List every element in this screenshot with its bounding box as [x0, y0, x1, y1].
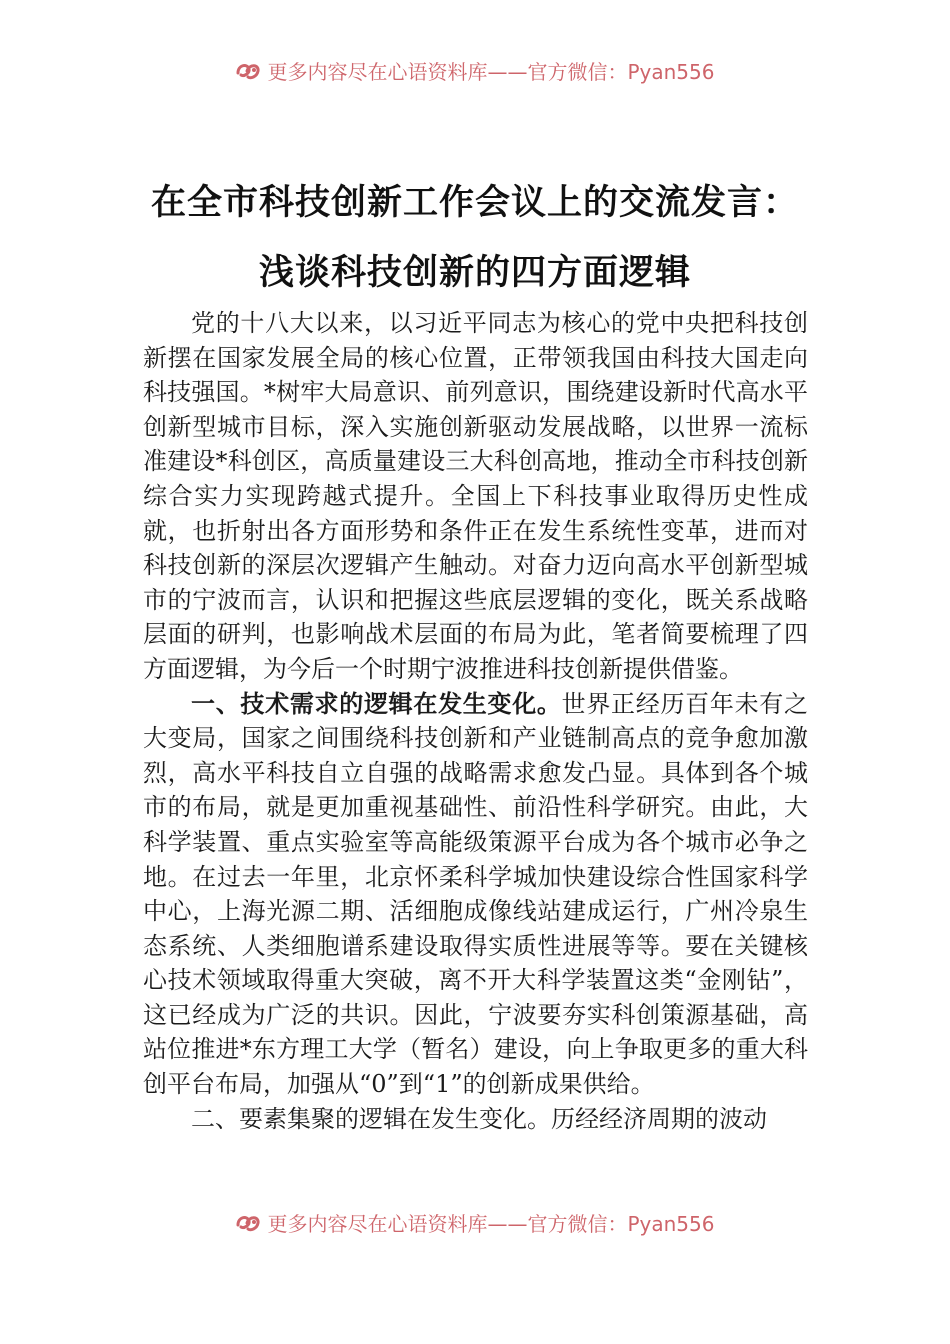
paragraph-text: 党的十八大以来，以习近平同志为核心的党中央把科技创新摆在国家发展全局的核心位置，正带领我国由科技大国走向科技强国。*树牢大局意识、前列意识，围绕建设新时代高水平创新型城市目标，深入实施创新驱动发展战略，以世界一流标准建设*科创区，高质量建设三大科创高地，推动全市科技创新综合实力实现跨越式提升。全国上下科技事业取得历史性成就，也折射出各方面形势和条件正在发生系统性变革，进而对科技创新的深层次逻辑产生触动。对奋力迈向高水平创新型城市的宁波而言，认识和把握这些底层逻辑的变化，既关系战略层面的研判，也影响战术层面的布局为此，笔者简要梳理了四方面逻辑，为今后一个时期宁波推进科技创新提供借鉴。	[143, 309, 808, 683]
document-body	[143, 306, 808, 1136]
paragraph	[143, 306, 808, 687]
brand-logo-icon	[235, 59, 261, 81]
paragraph-text: 世界正经历百年未有之大变局，国家之间围绕科技创新和产业链制高点的竞争愈加激烈，高水平科技自立自强的战略需求愈发凸显。具体到各个城市的布局，就是更加重视基础性、前沿性科学研究。由此，大科学装置、重点实验室等高能级策源平台成为各个城市必争之地。在过去一年里，北京怀柔科学城加快建设综合性国家科学中心，上海光源二期、活细胞成像线站建成运行，广州冷泉生态系统、人类细胞谱系建设取得实质性进展等等。要在关键核心技术领域取得重大突破，离不开大科学装置这类“金刚钻”，这已经成为广泛的共识。因此，宁波要夯实科创策源基础，高站位推进*东方理工大学（暂名）建设，向上争取更多的重大科创平台布局，加强从“0”到“1”的创新成果供给。	[143, 689, 808, 1099]
watermark-text: 更多内容尽在心语资料库——官方微信：Pyan556	[267, 1211, 715, 1236]
watermark-bottom	[0, 1206, 950, 1238]
section-heading: 一、技术需求的逻辑在发生变化。	[191, 688, 562, 718]
watermark-top	[0, 54, 950, 86]
paragraph	[143, 1102, 808, 1137]
brand-logo-icon	[235, 1211, 261, 1233]
watermark-text: 更多内容尽在心语资料库——官方微信：Pyan556	[267, 59, 715, 84]
paragraph-text: 二、要素集聚的逻辑在发生变化。历经经济周期的波动	[191, 1104, 767, 1133]
document-title-line1: 在全市科技创新工作会议上的交流发言：	[150, 182, 799, 223]
paragraph	[143, 687, 808, 1102]
document-title-line2: 浅谈科技创新的四方面逻辑	[258, 252, 691, 293]
